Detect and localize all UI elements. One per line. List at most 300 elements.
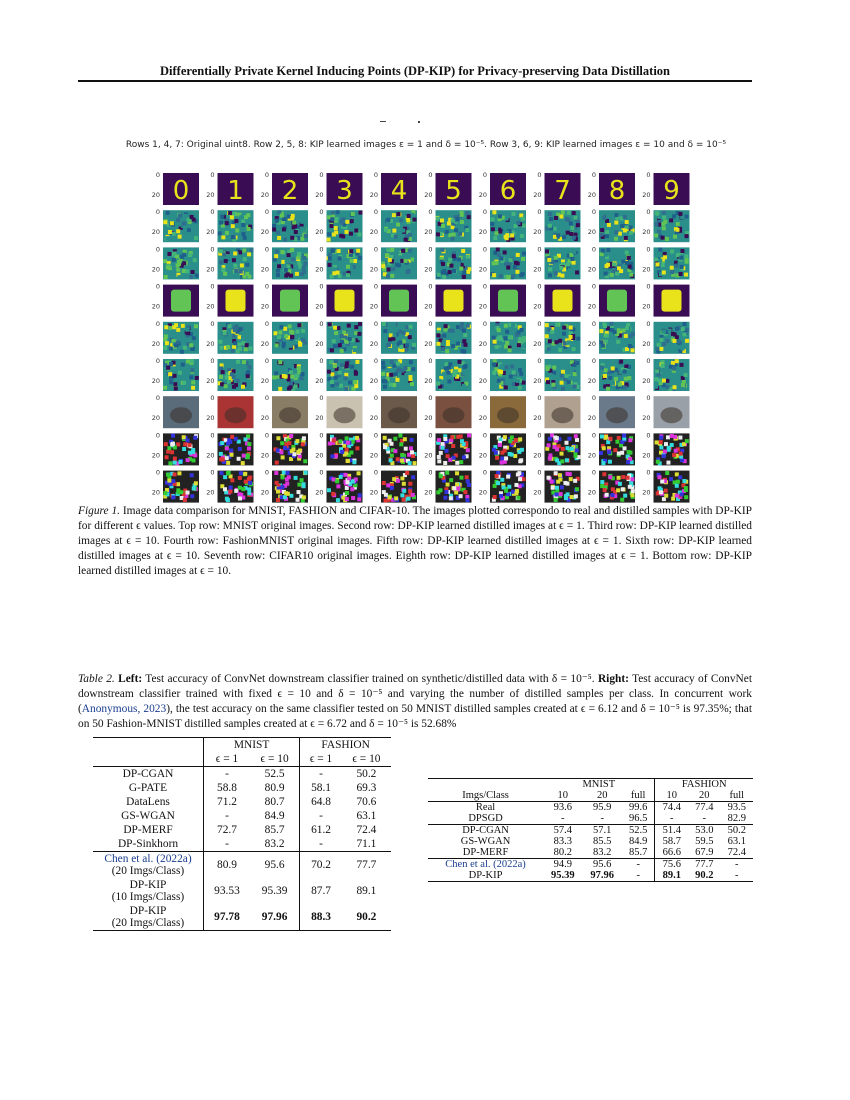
figure-caption [78,504,752,579]
digit-glyph: 4 [390,176,408,206]
left-description: Test accuracy of ConvNet downstream classifier trained on synthetic/distilled data with δ = 10⁻⁵. [142,673,598,685]
y-tick-label: 20 [151,191,160,199]
group-header-mnist: MNIST [204,738,300,753]
y-tick-label: 20 [533,488,542,497]
figure-thumbnail [152,171,199,206]
digit-glyph: 6 [499,176,517,206]
y-tick-label: 0 [155,282,160,291]
y-tick-label: 0 [210,319,215,328]
table-row: DP-CGAN - 52.5 - 50.2 [93,767,391,782]
y-tick-label: 20 [587,451,596,460]
figure-thumbnail [642,394,689,428]
y-tick-label: 0 [646,319,651,328]
y-tick-label: 20 [478,302,487,311]
y-tick-label: 20 [151,414,160,423]
subheader: ϵ = 1 [300,752,342,767]
y-tick-label: 20 [206,191,215,199]
figure-thumbnail [315,320,362,354]
y-tick-label: 0 [264,431,269,440]
y-tick-label: 20 [424,414,433,423]
y-tick-label: 20 [642,302,651,311]
y-tick-label: 20 [587,191,596,199]
figure-thumbnail [370,171,417,206]
y-tick-label: 20 [424,302,433,311]
figure-thumbnail [588,357,635,391]
right-description: Test accuracy of ConvNet downstream classifier trained with fixed ϵ = 10 and δ = 10⁻⁵ and varying the number of distilled samples per class. In concurrent work ( [78,673,752,715]
figure-thumbnail [533,357,580,391]
table-row-dpkip-10: DP-KIP (10 Imgs/Class) 93.53 95.39 87.7 89.1 [111,879,377,903]
figure-thumbnail [533,320,580,354]
y-tick-label: 20 [206,451,215,460]
y-tick-label: 20 [424,191,433,199]
y-tick-label: 0 [482,357,487,365]
anonymous-citation-link[interactable]: Anonymous, 2023 [81,703,167,715]
y-tick-label: 20 [478,191,487,199]
figure-thumbnail [370,431,417,465]
y-tick-label: 0 [537,468,542,477]
y-tick-label: 20 [260,488,269,497]
figure-thumbnail [206,245,253,279]
y-tick-label: 0 [482,208,487,217]
figure-thumbnail [152,469,199,503]
figure-thumbnail [370,283,417,317]
y-tick-label: 20 [642,451,651,460]
y-tick-label: 20 [424,377,433,385]
y-tick-label: 0 [537,208,542,217]
figure-thumbnail [533,245,580,279]
y-tick-label: 20 [424,488,433,497]
y-tick-label: 20 [424,265,433,274]
y-tick-label: 0 [155,319,160,328]
table-row-chen: Chen et al. (2022a) (20 Imgs/Class) 80.9 95.6 70.2 77.7 [93,852,391,879]
y-tick-label: 0 [373,468,378,477]
y-tick-label: 0 [537,245,542,254]
chen-citation-link[interactable]: Chen et al. (2022a) [445,859,526,870]
figure-thumbnail [424,245,471,279]
figure-thumbnail [152,208,199,242]
y-tick-label: 0 [428,357,433,365]
figure-thumbnail [206,394,253,428]
figure-thumbnail [315,431,362,465]
y-tick-label: 20 [151,302,160,311]
y-tick-label: 0 [482,394,487,403]
digit-glyph: 2 [281,176,299,206]
figure-thumbnail [261,283,308,317]
table-caption [78,672,752,732]
figure-thumbnail [642,469,689,503]
y-tick-label: 20 [151,228,160,237]
y-tick-label: 0 [319,245,324,254]
figure-thumbnail [206,357,253,391]
y-tick-label: 20 [642,377,651,385]
group-header-mnist: MNIST [582,779,616,790]
figure-thumbnail [479,357,526,391]
figure-thumbnail [642,245,689,279]
y-tick-label: 0 [482,431,487,440]
y-tick-label: 0 [428,282,433,291]
stray-dash [380,121,386,122]
figure-thumbnail [424,431,471,465]
y-tick-label: 0 [537,171,542,179]
figure-thumbnail [642,357,689,391]
figure-thumbnail [370,320,417,354]
figure-thumbnail [588,283,635,317]
figure-thumbnail [424,320,471,354]
left-results-table [93,737,391,931]
digit-glyph: 8 [608,176,626,206]
figure-thumbnail [370,357,417,391]
figure-thumbnail [479,394,526,428]
y-tick-label: 0 [428,319,433,328]
y-tick-label: 0 [319,394,324,403]
y-tick-label: 20 [206,228,215,237]
table-row-dpkip: DP-KIP 95.39 97.96 - 89.1 90.2 - [428,870,753,882]
figure-thumbnail [261,394,308,428]
figure-thumbnail [424,357,471,391]
figure-thumbnail [261,171,308,206]
y-tick-label: 20 [587,488,596,497]
y-tick-label: 0 [264,171,269,179]
figure-thumbnail [206,208,253,242]
y-tick-label: 20 [260,265,269,274]
figure-thumbnail [152,245,199,279]
y-tick-label: 0 [155,208,160,217]
figure-thumbnail [152,431,199,465]
digit-glyph: 9 [663,176,680,206]
y-tick-label: 0 [264,245,269,254]
figure-thumbnail [424,171,471,206]
y-tick-label: 0 [591,431,596,440]
y-tick-label: 20 [260,377,269,385]
y-tick-label: 20 [206,265,215,274]
figure-thumbnail [642,283,689,317]
y-tick-label: 0 [646,282,651,291]
stray-dot [418,121,420,123]
y-tick-label: 0 [155,171,160,179]
y-tick-label: 0 [482,468,487,477]
y-tick-label: 0 [591,319,596,328]
y-tick-label: 20 [533,414,542,423]
caption-tail: ), the test accuracy on the same classifier tested on 50 MNIST distilled samples created at ϵ = 6.12 and δ = 10⁻⁵ is 97.35%; that on 50 Fashion-MNIST distilled samples created at ϵ = 6.72 and δ = 10⁻⁵ is 52.68% [78,703,752,730]
table-row: GS-WGAN - 84.9 - 63.1 [121,810,377,822]
image-comparison-figure [140,168,700,503]
y-tick-label: 0 [482,319,487,328]
figure-title: Rows 1, 4, 7: Original uint8. Row 2, 5, 8: KIP learned images ε = 1 and δ = 10⁻⁵. Row 3, 6, 9: KIP learned images ε = 10 and δ = 10⁻⁵ [125,140,727,150]
y-tick-label: 0 [264,319,269,328]
y-tick-label: 0 [428,245,433,254]
y-tick-label: 20 [206,488,215,497]
table-row: DP-MERF 72.7 85.7 61.2 72.4 [123,824,377,836]
figure-thumbnail [315,208,362,242]
figure-thumbnail [261,320,308,354]
y-tick-label: 20 [533,451,542,460]
y-tick-label: 0 [264,357,269,365]
figure-label: Figure 1. [78,505,120,517]
y-tick-label: 20 [533,377,542,385]
y-tick-label: 0 [646,394,651,403]
y-tick-label: 20 [478,414,487,423]
figure-thumbnail [588,208,635,242]
y-tick-label: 0 [428,208,433,217]
table-row: DataLens 71.2 80.7 64.8 70.6 [126,796,377,808]
figure-thumbnail [152,357,199,391]
y-tick-label: 20 [151,488,160,497]
figure-thumbnail [152,394,199,428]
y-tick-label: 20 [478,488,487,497]
figure-thumbnail [479,245,526,279]
figure-thumbnail [261,469,308,503]
y-tick-label: 20 [587,339,596,348]
y-tick-label: 20 [587,228,596,237]
y-tick-label: 0 [373,208,378,217]
figure-thumbnail [479,171,526,206]
figure-thumbnail [424,283,471,317]
figure-thumbnail [261,245,308,279]
y-tick-label: 0 [210,357,215,365]
digit-glyph: 1 [227,176,244,206]
digit-glyph: 3 [336,176,353,206]
y-tick-label: 20 [587,377,596,385]
y-tick-label: 20 [533,228,542,237]
figure-thumbnail [315,357,362,391]
y-tick-label: 20 [260,451,269,460]
y-tick-label: 0 [373,394,378,403]
y-tick-label: 0 [591,282,596,291]
y-tick-label: 20 [151,377,160,385]
y-tick-label: 20 [642,488,651,497]
figure-thumbnail [261,357,308,391]
row-header: Imgs/Class [462,790,509,801]
table-row: DP-MERF 80.2 83.2 85.7 66.6 67.9 72.4 [462,847,746,858]
y-tick-label: 20 [533,339,542,348]
figure-caption-text: Image data comparison for MNIST, FASHION and CIFAR-10. The images plotted correspondo to real and distilled samples with DP-KIP for different ϵ values. Top row: MNIST original images. Second row: DP-KIP learned distilled images at ϵ = 1. Third row: DP-KIP learned distilled images at ϵ = 10. Fourth row: FashionMNIST original images. Fifth row: DP-KIP learned distilled images at ϵ = 1. Sixth row: DP-KIP learned distilled images at ϵ = 10. Seventh row: CIFAR10 original images. Eighth row: DP-KIP learned distilled images at ϵ = 1. Bottom row: DP-KIP learned distilled images at ϵ = 10. [78,505,752,577]
y-tick-label: 20 [587,265,596,274]
header-rule [78,80,752,82]
figure-thumbnail [479,469,526,503]
y-tick-label: 0 [373,319,378,328]
y-tick-label: 0 [210,245,215,254]
figure-thumbnail [315,469,362,503]
figure-thumbnail [642,431,689,465]
right-results-table: MNIST FASHION Imgs/Class 10 20 full 10 20 full Real 93.6 95.9 99.6 74.4 77.4 93.5 DPSGD - - 96.5 - - 82.9 DP-CGAN 57.4 57.1 52.5 51.4 53.0 50.2 GS-WGAN 83.3 85.5 84.9 58.7 59.5 63.1 DP-MERF 80.2 83.2 85.7 66.6 67.9 72.4 Chen et al. (2022a) 94.9 95.6 - 75.6 77.7 - DP-KIP 95.39 97.96 - 89.1 90.2 - [428,778,753,882]
y-tick-label: 0 [646,208,651,217]
y-tick-label: 20 [369,228,378,237]
figure-thumbnail [588,171,635,206]
y-tick-label: 0 [482,171,487,179]
y-tick-label: 0 [537,357,542,365]
y-tick-label: 20 [642,339,651,348]
subheader: ϵ = 1 [204,752,250,767]
figure-thumbnail [479,431,526,465]
y-tick-label: 20 [206,339,215,348]
figure-thumbnail [261,431,308,465]
table-row: DPSGD - - 96.5 - - 82.9 [468,813,746,824]
y-tick-label: 20 [206,377,215,385]
y-tick-label: 20 [260,302,269,311]
table-row-chen: Chen et al. (2022a) 94.9 95.6 - 75.6 77.7 - [428,859,753,871]
figure-thumbnail [315,394,362,428]
y-tick-label: 0 [373,245,378,254]
y-tick-label: 20 [151,265,160,274]
y-tick-label: 0 [428,394,433,403]
figure-thumbnail [479,320,526,354]
y-tick-label: 20 [369,302,378,311]
y-tick-label: 0 [428,431,433,440]
figure-thumbnail [315,245,362,279]
y-tick-label: 0 [319,208,324,217]
y-tick-label: 20 [315,339,324,348]
y-tick-label: 0 [591,468,596,477]
y-tick-label: 0 [155,357,160,365]
y-tick-label: 20 [478,339,487,348]
y-tick-label: 20 [478,377,487,385]
y-tick-label: 20 [315,377,324,385]
figure-thumbnail [588,469,635,503]
figure-thumbnail [315,171,362,206]
y-tick-label: 20 [587,414,596,423]
y-tick-label: 0 [537,319,542,328]
y-tick-label: 0 [482,282,487,291]
y-tick-label: 20 [478,228,487,237]
y-tick-label: 0 [319,468,324,477]
y-tick-label: 20 [369,451,378,460]
figure-thumbnail [533,469,580,503]
y-tick-label: 0 [537,282,542,291]
y-tick-label: 0 [264,282,269,291]
y-tick-label: 20 [315,228,324,237]
y-tick-label: 0 [319,171,324,179]
digit-glyph: 5 [445,176,462,206]
figure-thumbnail [370,394,417,428]
table-label: Table 2. [78,673,115,685]
y-tick-label: 0 [210,468,215,477]
figure-thumbnail [424,208,471,242]
y-tick-label: 20 [369,414,378,423]
y-tick-label: 20 [315,302,324,311]
figure-thumbnail [206,469,253,503]
y-tick-label: 0 [155,431,160,440]
y-tick-label: 0 [591,245,596,254]
left-label: Left: [118,673,143,685]
table-row: DP-CGAN 57.4 57.1 52.5 51.4 53.0 50.2 [428,825,753,837]
figure-thumbnail [642,320,689,354]
figure-thumbnail [588,394,635,428]
y-tick-label: 20 [206,414,215,423]
y-tick-label: 0 [591,208,596,217]
y-tick-label: 20 [151,451,160,460]
figure-thumbnail [206,283,253,317]
table-row: DP-Sinkhorn - 83.2 - 71.1 [117,838,377,850]
y-tick-label: 20 [369,191,378,199]
y-tick-label: 0 [428,468,433,477]
chen-citation-link[interactable]: Chen et al. (2022a) [104,853,192,865]
right-label: Right: [597,673,629,685]
y-tick-label: 20 [369,488,378,497]
y-tick-label: 20 [315,265,324,274]
figure-thumbnail [479,283,526,317]
y-tick-label: 0 [591,394,596,403]
subheader: ϵ = 10 [260,753,289,765]
digit-glyph: 0 [172,176,190,206]
y-tick-label: 20 [478,265,487,274]
figure-thumbnail [533,394,580,428]
figure-thumbnail [533,171,580,206]
figure-thumbnail [152,283,199,317]
figure-thumbnail [315,283,362,317]
subheader: ϵ = 10 [352,753,381,765]
y-tick-label: 20 [260,414,269,423]
figure-thumbnail [206,320,253,354]
figure-thumbnail [642,171,689,206]
group-header-fashion: FASHION [655,779,753,791]
figure-thumbnail [533,208,580,242]
y-tick-label: 0 [210,394,215,403]
y-tick-label: 20 [315,414,324,423]
y-tick-label: 0 [646,431,651,440]
y-tick-label: 20 [533,265,542,274]
figure-thumbnail [533,431,580,465]
y-tick-label: 0 [591,357,596,365]
figure-thumbnail [370,245,417,279]
y-tick-label: 20 [424,451,433,460]
y-tick-label: 20 [369,339,378,348]
y-tick-label: 20 [206,302,215,311]
figure-thumbnail [261,208,308,242]
y-tick-label: 20 [642,265,651,274]
y-tick-label: 20 [478,451,487,460]
y-tick-label: 0 [264,468,269,477]
y-tick-label: 20 [369,377,378,385]
table-row: Real 93.6 95.9 99.6 74.4 77.4 93.5 [428,802,753,814]
y-tick-label: 0 [210,171,215,179]
group-header-fashion: FASHION [300,738,391,753]
y-tick-label: 20 [315,451,324,460]
y-tick-label: 0 [646,468,651,477]
y-tick-label: 20 [424,228,433,237]
y-tick-label: 20 [642,191,651,199]
figure-thumbnail [588,320,635,354]
y-tick-label: 0 [264,208,269,217]
y-tick-label: 20 [260,339,269,348]
digit-glyph: 7 [554,176,571,206]
running-header: Differentially Private Kernel Inducing Points (DP-KIP) for Privacy-preserving Data Distillation [160,64,670,78]
y-tick-label: 20 [642,228,651,237]
y-tick-label: 0 [155,468,160,477]
y-tick-label: 0 [319,282,324,291]
y-tick-label: 0 [210,431,215,440]
y-tick-label: 20 [424,339,433,348]
figure-thumbnail [424,469,471,503]
figure-thumbnail [206,171,253,206]
y-tick-label: 20 [587,302,596,311]
figure-thumbnail [642,208,689,242]
figure-thumbnail [206,431,253,465]
y-tick-label: 0 [155,394,160,403]
y-tick-label: 0 [264,394,269,403]
y-tick-label: 20 [533,191,542,199]
y-tick-label: 20 [151,339,160,348]
y-tick-label: 0 [537,431,542,440]
y-tick-label: 0 [373,357,378,365]
figure-thumbnail [479,208,526,242]
y-tick-label: 0 [373,171,378,179]
figure-thumbnail [533,283,580,317]
y-tick-label: 0 [373,282,378,291]
y-tick-label: 0 [646,357,651,365]
y-tick-label: 0 [646,171,651,179]
y-tick-label: 0 [319,431,324,440]
y-tick-label: 20 [369,265,378,274]
